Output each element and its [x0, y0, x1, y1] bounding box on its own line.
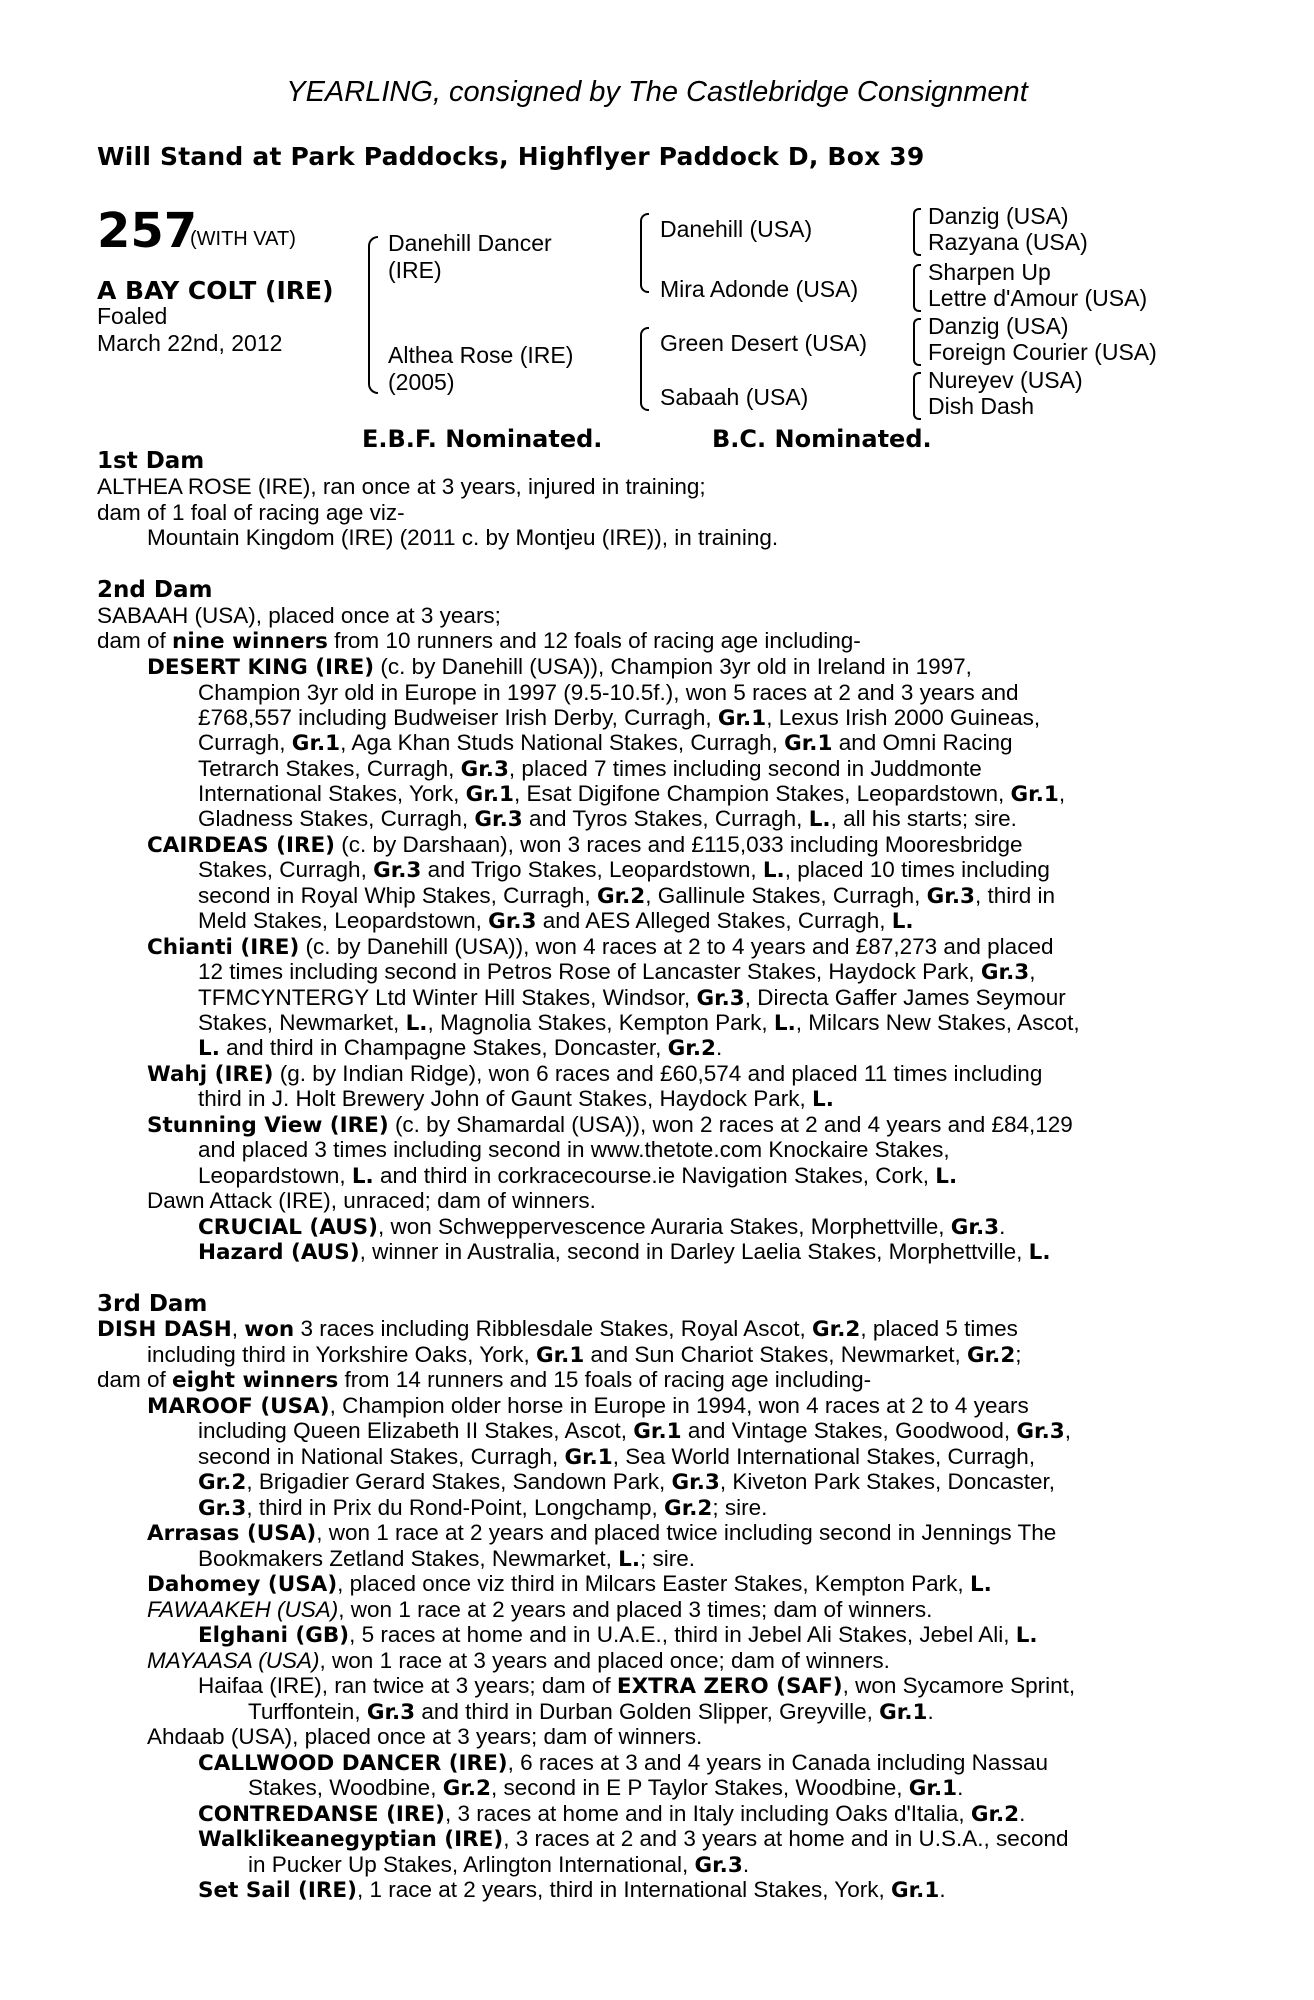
progeny-entry: Curragh, Gr.1, Aga Khan Studs National Stakes, Curragh, Gr.1 and Omni Racing	[198, 730, 1013, 756]
progeny-entry: CONTREDANSE (IRE), 3 races at home and in Italy including Oaks d'Italia, Gr.2.	[198, 1801, 1026, 1827]
progeny-entry: including Queen Elizabeth II Stakes, Ascot, Gr.1 and Vintage Stakes, Goodwood, Gr.3,	[198, 1418, 1071, 1444]
progeny-entry: Stunning View (IRE) (c. by Shamardal (USA)), won 2 races at 2 and 4 years and £84,129	[147, 1112, 1073, 1138]
dam-text: dam of 1 foal of racing age viz-	[97, 500, 405, 525]
progeny-entry: Tetrarch Stakes, Curragh, Gr.3, placed 7 times including second in Juddmonte	[198, 756, 982, 782]
progeny-entry: £768,557 including Budweiser Irish Derby, Curragh, Gr.1, Lexus Irish 2000 Guineas,	[198, 705, 1041, 731]
progeny-entry: in Pucker Up Stakes, Arlington International, Gr.3.	[248, 1852, 750, 1878]
first-dam-heading: 1st Dam	[97, 448, 205, 474]
progeny-entry: MAYAASA (USA), won 1 race at 3 years and placed once; dam of winners.	[147, 1648, 890, 1673]
bc-nominated: B.C. Nominated.	[712, 425, 932, 453]
progeny-entry: Set Sail (IRE), 1 race at 2 years, third in International Stakes, York, Gr.1.	[198, 1877, 946, 1903]
dam-sire: Green Desert (USA)	[660, 330, 868, 356]
page-title: YEARLING, consigned by The Castlebridge Consignment	[286, 76, 1028, 108]
ancestor: Dish Dash	[928, 393, 1035, 419]
progeny-entry: Dawn Attack (IRE), unraced; dam of winners.	[147, 1188, 596, 1213]
progeny-entry: Leopardstown, L. and third in corkracecourse.ie Navigation Stakes, Cork, L.	[198, 1163, 958, 1189]
progeny-entry: Stakes, Curragh, Gr.3 and Trigo Stakes, Leopardstown, L., placed 10 times including	[198, 857, 1050, 883]
progeny-entry: second in National Stakes, Curragh, Gr.1, Sea World International Stakes, Curragh,	[198, 1444, 1036, 1470]
progeny-entry: Gladness Stakes, Curragh, Gr.3 and Tyros Stakes, Curragh, L., all his starts; sire.	[198, 806, 1017, 832]
horse-name: A BAY COLT (IRE)	[97, 276, 334, 305]
progeny-entry: DESERT KING (IRE) (c. by Danehill (USA)), Champion 3yr old in Ireland in 1997,	[147, 654, 972, 680]
progeny-entry: Arrasas (USA), won 1 race at 2 years and placed twice including second in Jennings The	[147, 1520, 1057, 1546]
ancestor: Nureyev (USA)	[928, 367, 1083, 393]
dam-text: ALTHEA ROSE (IRE), ran once at 3 years, injured in training;	[97, 474, 706, 499]
progeny-entry: FAWAAKEH (USA), won 1 race at 2 years and placed 3 times; dam of winners.	[147, 1597, 933, 1622]
progeny-entry: Turffontein, Gr.3 and third in Durban Golden Slipper, Greyville, Gr.1.	[248, 1699, 934, 1725]
dam-text: dam of eight winners from 14 runners and 15 foals of racing age including-	[97, 1367, 872, 1393]
progeny-entry: Chianti (IRE) (c. by Danehill (USA)), won 4 races at 2 to 4 years and £87,273 and placed	[147, 934, 1054, 960]
pedigree-brace	[913, 208, 921, 256]
progeny-entry: Stakes, Woodbine, Gr.2, second in E P Taylor Stakes, Woodbine, Gr.1.	[248, 1775, 964, 1801]
dam-text: including third in Yorkshire Oaks, York, Gr.1 and Sun Chariot Stakes, Newmarket, Gr.2;	[147, 1342, 1022, 1368]
sire: Danehill Dancer (IRE)	[388, 230, 552, 283]
pedigree-brace	[640, 213, 649, 293]
progeny-entry: Wahj (IRE) (g. by Indian Ridge), won 6 races and £60,574 and placed 11 times including	[147, 1061, 1043, 1087]
dam-text: DISH DASH, won 3 races including Ribblesdale Stakes, Royal Ascot, Gr.2, placed 5 times	[97, 1316, 1018, 1342]
progeny-entry: 12 times including second in Petros Rose of Lancaster Stakes, Haydock Park, Gr.3,	[198, 959, 1036, 985]
progeny-entry: third in J. Holt Brewery John of Gaunt Stakes, Haydock Park, L.	[198, 1086, 834, 1112]
lot-number: 257	[97, 203, 198, 259]
progeny-entry: Ahdaab (USA), placed once at 3 years; dam of winners.	[147, 1724, 703, 1749]
progeny-entry: Meld Stakes, Leopardstown, Gr.3 and AES Alleged Stakes, Curragh, L.	[198, 908, 914, 934]
ancestor: Danzig (USA)	[928, 203, 1069, 229]
progeny-entry: Stakes, Newmarket, L., Magnolia Stakes, Kempton Park, L., Milcars New Stakes, Ascot,	[198, 1010, 1080, 1036]
sire-sire: Danehill (USA)	[660, 216, 813, 242]
ancestor: Sharpen Up	[928, 259, 1051, 285]
progeny-entry: Gr.3, third in Prix du Rond-Point, Longchamp, Gr.2; sire.	[198, 1495, 768, 1521]
progeny-entry: Bookmakers Zetland Stakes, Newmarket, L.; sire.	[198, 1546, 696, 1572]
sire-dam: Mira Adonde (USA)	[660, 276, 859, 302]
progeny-entry: CALLWOOD DANCER (IRE), 6 races at 3 and 4 years in Canada including Nassau	[198, 1750, 1048, 1776]
vat-label: (WITH VAT)	[190, 228, 296, 250]
dam-dam: Sabaah (USA)	[660, 384, 809, 410]
progeny-entry: L. and third in Champagne Stakes, Doncaster, Gr.2.	[198, 1035, 723, 1061]
pedigree-brace	[913, 318, 921, 366]
foaled-label: Foaled	[97, 303, 168, 329]
foaled-date: March 22nd, 2012	[97, 330, 283, 356]
dam-text: Mountain Kingdom (IRE) (2011 c. by Montjeu (IRE)), in training.	[147, 525, 779, 550]
progeny-entry: and placed 3 times including second in www.thetote.com Knockaire Stakes,	[198, 1137, 950, 1162]
progeny-entry: Champion 3yr old in Europe in 1997 (9.5-10.5f.), won 5 races at 2 and 3 years and	[198, 680, 1019, 705]
dam: Althea Rose (IRE) (2005)	[388, 342, 574, 395]
ancestor: Lettre d'Amour (USA)	[928, 285, 1148, 311]
progeny-entry: Haifaa (IRE), ran twice at 3 years; dam of EXTRA ZERO (SAF), won Sycamore Sprint,	[198, 1673, 1076, 1699]
progeny-entry: Hazard (AUS), winner in Australia, second in Darley Laelia Stakes, Morphettville, L.	[198, 1239, 1051, 1265]
progeny-entry: CAIRDEAS (IRE) (c. by Darshaan), won 3 races and £115,033 including Mooresbridge	[147, 832, 1023, 858]
dam-text: SABAAH (USA), placed once at 3 years;	[97, 603, 501, 628]
progeny-entry: Gr.2, Brigadier Gerard Stakes, Sandown Park, Gr.3, Kiveton Park Stakes, Doncaster,	[198, 1469, 1056, 1495]
progeny-entry: TFMCYNTERGY Ltd Winter Hill Stakes, Windsor, Gr.3, Directa Gaffer James Seymour	[198, 985, 1066, 1011]
progeny-entry: International Stakes, York, Gr.1, Esat Digifone Champion Stakes, Leopardstown, Gr.1,	[198, 781, 1066, 807]
progeny-entry: CRUCIAL (AUS), won Schweppervescence Auraria Stakes, Morphettville, Gr.3.	[198, 1214, 1006, 1240]
ancestor: Danzig (USA)	[928, 313, 1069, 339]
second-dam-heading: 2nd Dam	[97, 577, 213, 603]
progeny-entry: MAROOF (USA), Champion older horse in Europe in 1994, won 4 races at 2 to 4 years	[147, 1393, 1029, 1419]
pedigree-brace	[640, 327, 649, 411]
pedigree-brace	[368, 236, 378, 394]
ebf-nominated: E.B.F. Nominated.	[362, 425, 603, 453]
third-dam-heading: 3rd Dam	[97, 1291, 208, 1317]
dam-text: dam of nine winners from 10 runners and 12 foals of racing age including-	[97, 628, 861, 654]
stand-location: Will Stand at Park Paddocks, Highflyer Paddock D, Box 39	[97, 142, 925, 171]
pedigree-brace	[913, 372, 921, 420]
pedigree-brace	[913, 264, 921, 312]
ancestor: Razyana (USA)	[928, 229, 1088, 255]
progeny-entry: Elghani (GB), 5 races at home and in U.A.E., third in Jebel Ali Stakes, Jebel Ali, L.	[198, 1622, 1038, 1648]
progeny-entry: Dahomey (USA), placed once viz third in Milcars Easter Stakes, Kempton Park, L.	[147, 1571, 992, 1597]
ancestor: Foreign Courier (USA)	[928, 339, 1157, 365]
progeny-entry: Walklikeanegyptian (IRE), 3 races at 2 and 3 years at home and in U.S.A., second	[198, 1826, 1069, 1852]
progeny-entry: second in Royal Whip Stakes, Curragh, Gr.2, Gallinule Stakes, Curragh, Gr.3, third in	[198, 883, 1055, 909]
